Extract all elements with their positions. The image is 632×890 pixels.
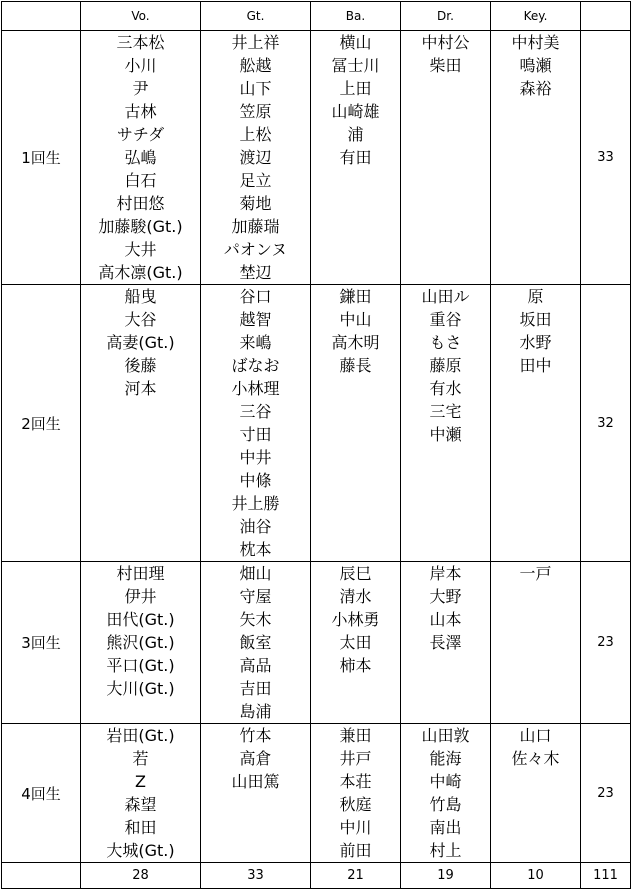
member-name: 柿本	[339, 656, 372, 675]
year-label: 3回生	[2, 562, 81, 724]
member-name: 来嶋	[239, 333, 272, 352]
member-name: 一戸	[519, 564, 552, 583]
total-guitar: 33	[201, 863, 311, 889]
total-keyboard: 10	[491, 863, 581, 889]
roster-body	[2, 31, 631, 889]
member-name: 高品	[239, 656, 272, 675]
member-name: 菊地	[239, 194, 272, 213]
header-total	[581, 2, 631, 31]
member-name: 辰巳	[339, 564, 372, 583]
member-name: 三本松	[116, 33, 165, 52]
vocal-cell	[81, 285, 201, 562]
member-name: 大城(Gt.)	[106, 841, 175, 860]
member-name: 村田悠	[116, 194, 165, 213]
total-bass: 21	[311, 863, 401, 889]
member-name: 島浦	[239, 702, 272, 721]
member-name: 三谷	[239, 402, 272, 421]
member-name: 守屋	[239, 587, 272, 606]
member-name: 吉田	[239, 679, 272, 698]
bass-cell	[311, 562, 401, 724]
member-name: 山田篤	[231, 772, 280, 791]
member-name: 能海	[429, 749, 462, 768]
member-name: 原	[527, 287, 544, 306]
member-name: 熊沢(Gt.)	[106, 633, 175, 652]
member-name: パオンヌ	[223, 240, 288, 259]
vocal-cell	[81, 724, 201, 863]
keyboard-cell	[491, 285, 581, 562]
drums-cell	[401, 285, 491, 562]
header-drums: Dr.	[401, 2, 491, 31]
member-name: もさ	[429, 333, 462, 352]
member-name: 平口(Gt.)	[106, 656, 175, 675]
vocal-cell	[81, 562, 201, 724]
member-name: 井上祥	[231, 33, 280, 52]
member-name: 有水	[429, 379, 462, 398]
member-name: ばなお	[231, 356, 280, 375]
member-name: 油谷	[239, 517, 272, 536]
total-drums: 19	[401, 863, 491, 889]
member-name: 大川(Gt.)	[106, 679, 175, 698]
member-name: 竹島	[429, 795, 462, 814]
member-name: Z	[135, 772, 146, 791]
member-name: 後藤	[124, 356, 157, 375]
member-name: 中山	[339, 310, 372, 329]
totals-label	[2, 863, 81, 889]
member-name: 船曳	[124, 287, 157, 306]
member-name: 藤原	[429, 356, 462, 375]
member-name: 山田敦	[421, 726, 470, 745]
header-row	[2, 2, 631, 31]
member-name: 中村公	[421, 33, 470, 52]
member-name: 大谷	[124, 310, 157, 329]
year-row	[2, 724, 631, 863]
member-name: 若	[132, 749, 149, 768]
member-name: 飯室	[239, 633, 272, 652]
member-name: 渡辺	[239, 148, 272, 167]
member-name: 加藤駿(Gt.)	[98, 217, 183, 236]
member-name: 森裕	[519, 79, 552, 98]
member-name: 中崎	[429, 772, 462, 791]
member-name: 小林理	[231, 379, 280, 398]
member-name: 高妻(Gt.)	[106, 333, 175, 352]
member-name: 高木凛(Gt.)	[98, 263, 183, 282]
member-name: 中川	[339, 818, 372, 837]
bass-cell	[311, 285, 401, 562]
member-name: 秋庭	[339, 795, 372, 814]
member-name: 前田	[339, 841, 372, 860]
member-name: 村上	[429, 841, 462, 860]
keyboard-cell	[491, 562, 581, 724]
member-name: 長澤	[429, 633, 462, 652]
member-name: 白石	[124, 171, 157, 190]
header-vocal: Vo.	[81, 2, 201, 31]
member-name: 森望	[124, 795, 157, 814]
member-name: 南出	[429, 818, 462, 837]
member-name: 大野	[429, 587, 462, 606]
guitar-cell	[201, 31, 311, 285]
member-name: 小林勇	[331, 610, 380, 629]
header-corner	[2, 2, 81, 31]
member-name: 山田ル	[421, 287, 470, 306]
year-total: 32	[581, 285, 631, 562]
member-name: 寸田	[239, 425, 272, 444]
member-name: 和田	[124, 818, 157, 837]
member-name: 三宅	[429, 402, 462, 421]
keyboard-cell	[491, 724, 581, 863]
member-name: 岸本	[429, 564, 462, 583]
member-name: 笠原	[239, 102, 272, 121]
member-name: 中村美	[511, 33, 560, 52]
member-name: サチダ	[116, 125, 165, 144]
member-name: 加藤瑞	[231, 217, 280, 236]
guitar-cell	[201, 724, 311, 863]
member-name: 舩越	[239, 56, 272, 75]
member-name: 清水	[339, 587, 372, 606]
member-name: 横山	[339, 33, 372, 52]
year-total: 23	[581, 724, 631, 863]
member-name: 藤長	[339, 356, 372, 375]
header-bass: Ba.	[311, 2, 401, 31]
member-name: 高倉	[239, 749, 272, 768]
member-name: 越智	[239, 310, 272, 329]
member-name: 井上勝	[231, 494, 280, 513]
member-name: 岩田(Gt.)	[106, 726, 175, 745]
year-row	[2, 285, 631, 562]
member-name: 兼田	[339, 726, 372, 745]
member-name: 田中	[519, 356, 552, 375]
total-vocal: 28	[81, 863, 201, 889]
member-name: 佐々木	[511, 749, 560, 768]
member-name: 枕本	[239, 540, 272, 559]
year-label: 4回生	[2, 724, 81, 863]
member-name: 田代(Gt.)	[106, 610, 175, 629]
year-total: 23	[581, 562, 631, 724]
year-label: 2回生	[2, 285, 81, 562]
member-name: 矢木	[239, 610, 272, 629]
guitar-cell	[201, 285, 311, 562]
member-name: 上田	[339, 79, 372, 98]
totals-row	[2, 863, 631, 889]
drums-cell	[401, 724, 491, 863]
member-name: 足立	[239, 171, 272, 190]
member-name: 鎌田	[339, 287, 372, 306]
member-name: 水野	[519, 333, 552, 352]
header-guitar: Gt.	[201, 2, 311, 31]
member-name: 畑山	[239, 564, 272, 583]
bass-cell	[311, 724, 401, 863]
member-name: 弘嶋	[124, 148, 157, 167]
member-name: 本荘	[339, 772, 372, 791]
member-name: 村田理	[116, 564, 165, 583]
member-name: 井戸	[339, 749, 372, 768]
member-name: 伊井	[124, 587, 157, 606]
drums-cell	[401, 562, 491, 724]
year-row	[2, 562, 631, 724]
member-name: 上松	[239, 125, 272, 144]
drums-cell	[401, 31, 491, 285]
header-keyboard: Key.	[491, 2, 581, 31]
member-name: 山口	[519, 726, 552, 745]
year-total: 33	[581, 31, 631, 285]
guitar-cell	[201, 562, 311, 724]
member-name: 中井	[239, 448, 272, 467]
member-name: 山下	[239, 79, 272, 98]
member-name: 中瀬	[429, 425, 462, 444]
year-row	[2, 31, 631, 285]
member-name: 鳴瀬	[519, 56, 552, 75]
member-name: 柴田	[429, 56, 462, 75]
member-name: 尹	[132, 79, 149, 98]
member-name: 中條	[239, 471, 272, 490]
member-name: 谷口	[239, 287, 272, 306]
member-name: 浦	[347, 125, 364, 144]
member-name: 高木明	[331, 333, 380, 352]
member-name: 河本	[124, 379, 157, 398]
member-name: 埜辺	[239, 263, 272, 282]
member-name: 山崎雄	[331, 102, 380, 121]
member-name: 有田	[339, 148, 372, 167]
vocal-cell	[81, 31, 201, 285]
grand-total: 111	[581, 863, 631, 889]
member-name: 太田	[339, 633, 372, 652]
member-name: 重谷	[429, 310, 462, 329]
bass-cell	[311, 31, 401, 285]
member-roster-table	[1, 1, 631, 889]
keyboard-cell	[491, 31, 581, 285]
member-name: 小川	[124, 56, 157, 75]
year-label: 1回生	[2, 31, 81, 285]
member-name: 冨士川	[331, 56, 380, 75]
member-name: 竹本	[239, 726, 272, 745]
member-name: 山本	[429, 610, 462, 629]
member-name: 古林	[124, 102, 157, 121]
member-name: 大井	[124, 240, 157, 259]
member-name: 坂田	[519, 310, 552, 329]
